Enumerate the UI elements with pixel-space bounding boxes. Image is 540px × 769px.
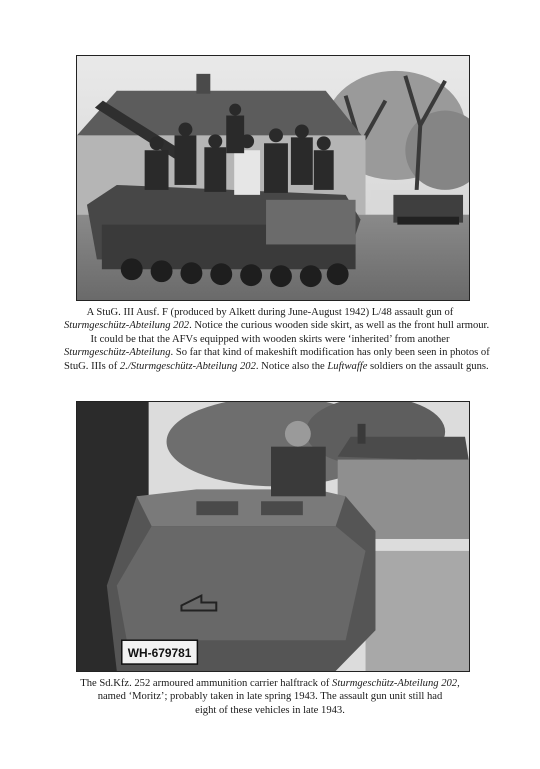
caption-line [64,306,476,319]
caption-line [64,319,490,332]
caption-line [64,360,489,373]
caption-run: . Notice also the [255,360,328,372]
caption-run-italic: 2./Sturmgeschütz-Abteilung 202 [119,360,256,372]
caption-run: A StuG. III Ausf. F (produced by Alkett during June-August 1942) L/48 assault gun of [86,307,454,318]
caption-run: . So far that kind of makeshift modification has only been seen in photos of [170,347,490,359]
caption-run: soldiers on the assault guns. [367,360,489,372]
caption-line [64,690,476,703]
caption-run: It could be that the AFVs equipped with wooden skirts were ‘inherited’ from another [90,333,450,345]
caption-line [64,704,476,717]
caption-run-italic: Luftwaffe [327,360,368,372]
caption-line [64,333,476,346]
caption-run-italic: Sturmgeschütz-Abteilung 202 [332,678,458,689]
caption-run: , [457,678,460,689]
caption-run-italic: Sturmgeschütz-Abteilung [64,347,171,359]
license-plate-text: WH-679781 [127,646,192,661]
caption-stug-iii [64,306,490,373]
caption-run: The Sd.Kfz. 252 armoured ammunition carrier halftrack of [80,678,333,689]
caption-line [64,677,476,690]
caption-run: eight of these vehicles in late 1943. [195,704,345,716]
caption-run-italic: Sturmgeschütz-Abteilung 202 [64,320,190,332]
caption-run: . Notice the curious wooden side skirt, as well as the front hull armour. [189,320,490,332]
caption-run: named ‘Moritz’; probably taken in late spring 1943. The assault gun unit still had [97,691,443,703]
photo-stug-iii [76,55,470,301]
caption-run: StuG. IIIs of [64,360,120,372]
photo-sdkfz-252 [76,401,470,672]
photo-stug-iii-image [77,56,469,300]
caption-line [64,346,490,359]
caption-sdkfz-252 [64,677,476,717]
photo-sdkfz-252-image [77,402,469,671]
